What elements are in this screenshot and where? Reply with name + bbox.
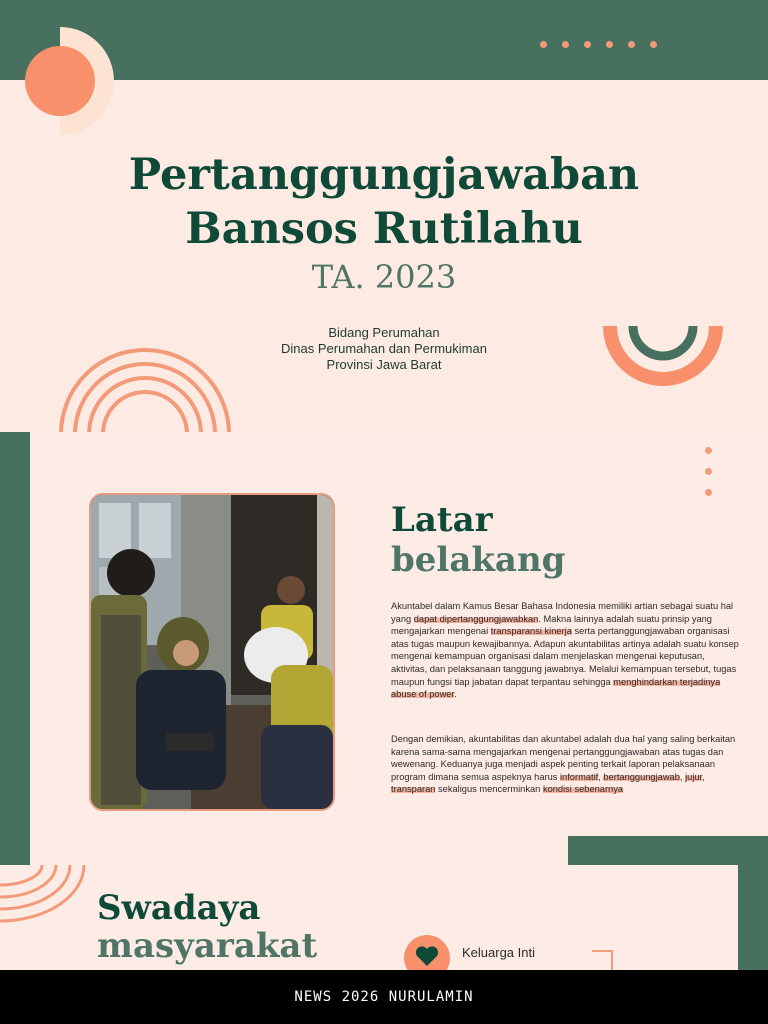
- heading-line-1: Swadaya: [97, 888, 261, 928]
- heading-line-2: belakang: [391, 540, 566, 580]
- title-line-2: Bansos Rutilahu: [185, 204, 583, 254]
- highlighted-phrase: jujur: [685, 771, 703, 782]
- subtitle-line: Bidang Perumahan: [328, 325, 440, 340]
- heart-icon-badge: [404, 935, 450, 970]
- left-green-bar: [0, 432, 30, 865]
- title-line-1: Pertanggungjawaban: [128, 150, 640, 200]
- item-label: Keluarga Inti: [462, 945, 535, 960]
- cover-slide: [0, 0, 768, 432]
- paragraph-text: Dengan demikian, akuntabilitas dan akuntabel adalah dua hal yang saling berkaitan karena sama-sama mengajarkan mengenai pertanggungjawaban atas tugas dan wewenang. Keduanya juga menjadi aspek penting terkait laporan pelaksanaan program dimana semua aspeknya harus: [391, 734, 736, 782]
- highlighted-phrase: kondisi sebenarnya: [542, 784, 624, 795]
- heading-line-2: masyarakat: [97, 926, 318, 966]
- page-title: [0, 148, 768, 256]
- paragraph-text: Akuntabel dalam Kamus Besar Bahasa Indonesia memiliki artian sebagai suatu hal yang: [391, 601, 734, 624]
- highlighted-phrase: dapat dipertanggungjawabkan: [413, 613, 539, 624]
- paragraph-text: . Makna lainnya adalah suatu prinsip yang mengajarkan mengenai: [391, 613, 712, 637]
- photo-illustration: [91, 495, 333, 809]
- heading-line-1: Latar: [391, 500, 493, 540]
- bottom-green-bar: [568, 836, 768, 865]
- watermark-footer: NEWS 2026 NURULAMIN: [0, 970, 768, 1024]
- highlighted-phrase: bertanggungjawab: [603, 771, 680, 782]
- decor-corner-arcs: [0, 865, 90, 925]
- decor-concentric-arcs: [55, 342, 235, 432]
- right-green-bar: [738, 865, 768, 970]
- highlighted-phrase: transparansi kinerja: [490, 626, 572, 637]
- decor-bracket: [592, 949, 616, 970]
- section-heading: [97, 889, 317, 965]
- heart-icon: [415, 945, 439, 967]
- paragraph-text: ,: [702, 771, 705, 782]
- paragraph-text: ,: [679, 771, 686, 782]
- decor-dot-row: [540, 41, 660, 48]
- section-heading: [391, 500, 565, 580]
- paragraph-text: .: [454, 689, 457, 700]
- paragraph-text: serta pertanggungjawaban organisasi atas tugas maupun kewajibannya. Adapun akuntabilitas artinya adalah suatu konsep mengenai kemampuan organisasi dalam menjelaskan mengenai keputusan, aktivitas, dan pelaksanaan tanggung jawabnya. Melalui kemampuan tersebut, tugas maupun fungsi tiap jabatan dapat terpantau sehingga: [391, 626, 739, 687]
- background-slide: [0, 432, 768, 865]
- highlighted-phrase: menghindarkan terjadinya abuse of power: [391, 676, 721, 700]
- paragraph-2: [391, 733, 741, 796]
- paragraph-1: [391, 600, 741, 701]
- highlighted-phrase: informatif: [559, 771, 599, 782]
- paragraph-text: ,: [598, 771, 604, 782]
- fiscal-year: TA. 2023: [311, 258, 457, 296]
- subtitle-line: Dinas Perumahan dan Permukiman: [281, 341, 487, 356]
- decor-orange-circle: [25, 46, 95, 116]
- top-green-band: [0, 0, 768, 80]
- decor-dot-column: [705, 447, 712, 497]
- subtitle-line: Provinsi Jawa Barat: [326, 357, 442, 372]
- field-visit-photo: [89, 493, 335, 811]
- paragraph-text: sekaligus mencerminkan: [435, 784, 543, 795]
- swadaya-slide: [0, 865, 768, 970]
- decor-semicircle-arcs: [600, 326, 726, 390]
- highlighted-phrase: transparan: [391, 784, 436, 795]
